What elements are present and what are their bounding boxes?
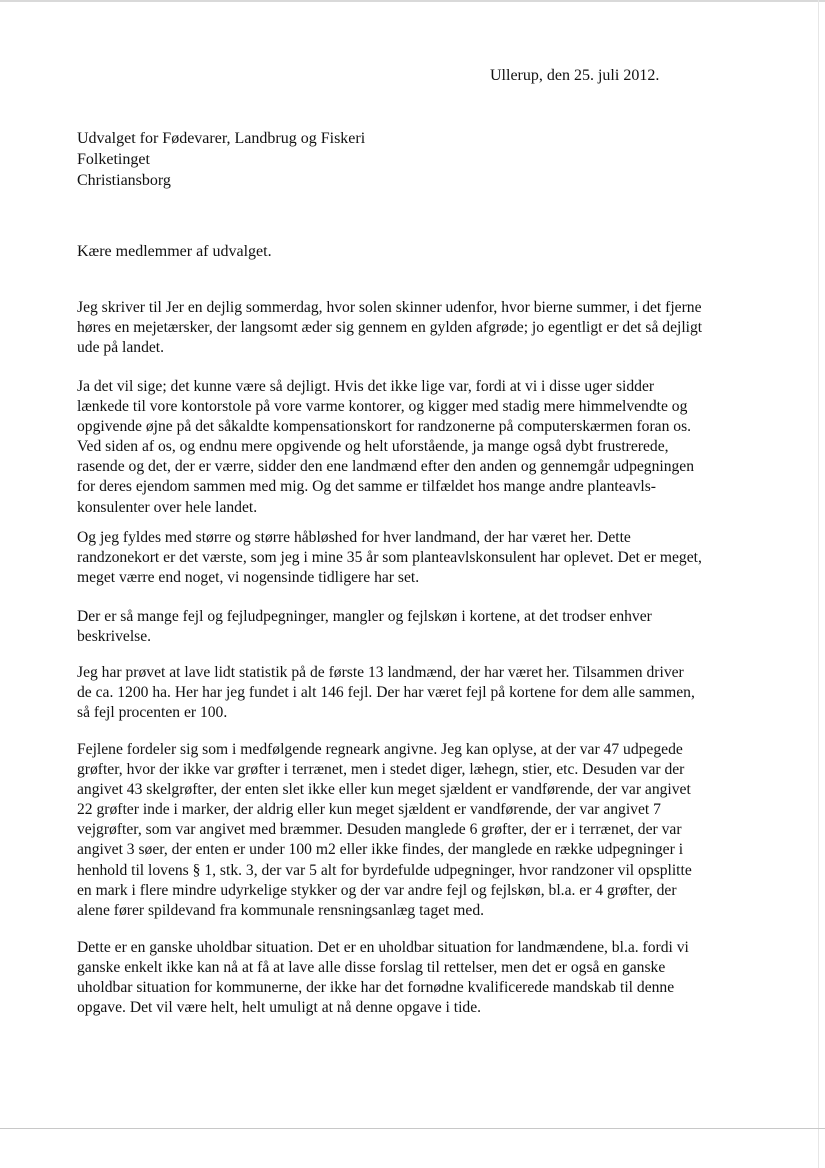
body-paragraph <box>77 938 689 1018</box>
recipient-address <box>77 128 365 191</box>
paragraph-line: beskrivelse. <box>77 628 152 646</box>
paragraph-line: de ca. 1200 ha. Her har jeg fundet i alt 146 fejl. Der har været fejl på kortene for dem alle sammen, <box>77 684 695 702</box>
paragraph-line: Dette er en ganske uholdbar situation. Det er en uholdbar situation for landmændene, bl.a. fordi vi <box>77 939 689 956</box>
letter-salutation: Kære medlemmer af udvalget. <box>77 243 272 260</box>
body-paragraph <box>77 528 702 588</box>
paragraph-line: Jeg skriver til Jer en dejlig sommerdag, hvor solen skinner udenfor, hvor bierne summer, i det fjerne <box>77 299 702 316</box>
paragraph-line: angivet 43 skelgrøfter, der enten slet ikke eller kun meget sjældent er vandførende, der var angivet <box>77 781 691 799</box>
paragraph-line: ude på landet. <box>77 339 165 357</box>
paragraph-line: Ved siden af os, og endnu mere opgivende og helt uforstående, ja mange også dybt frustrerede, <box>77 438 669 456</box>
paragraph-line: angivet 3 søer, der enten er under 100 m2 eller ikke findes, der manglede en række udpegninger i <box>77 841 684 859</box>
letter-dateline: Ullerup, den 25. juli 2012. <box>490 67 660 84</box>
scan-border-right <box>818 0 819 1168</box>
paragraph-line: rasende og det, der er værre, sidder den ene landmænd efter den anden og gennemgår udpegningen <box>77 458 695 476</box>
paragraph-line: høres en mejetærsker, der langsomt æder sig gennem en gylden afgrøde; jo egentligt er det så dejligt <box>77 319 703 337</box>
paragraph-line: lænkede til vore kontorstole på vore varme kontorer, og kigger med stadig mere himmelvendte og <box>77 398 688 416</box>
paragraph-line: alene fører spildevand fra kommunale rensningsanlæg taget med. <box>77 901 485 919</box>
paragraph-line: meget værre end noget, vi nogensinde tidligere har set. <box>77 569 420 587</box>
paragraph-line: opgave. Det vil være helt, helt umuligt at nå denne opgave i tide. <box>77 999 482 1017</box>
paragraph-line: Fejlene fordeler sig som i medfølgende regneark angivne. Jeg kan oplyse, at der var 47 udpegede <box>77 741 683 758</box>
paragraph-line: Og jeg fyldes med større og større håbløshed for hver landmand, der har været her. Dette <box>77 529 631 546</box>
paragraph-line: opgivende øjne på det såkaldte kompensationskort for randzonerne på computerskærmen foran os. <box>77 418 692 436</box>
scan-border-bottom <box>0 1128 825 1129</box>
address-line: Udvalget for Fødevarer, Landbrug og Fiskeri <box>77 130 366 147</box>
address-line: Folketinget <box>77 151 150 168</box>
paragraph-line: konsulenter over hele landet. <box>77 498 258 516</box>
paragraph-line: uholdbar situation for kommunerne, der ikke har det fornødne kvalificerede mandskab til denne <box>77 979 675 997</box>
paragraph-line: vejgrøfter, som var angivet med bræmmer. Desuden manglede 6 grøfter, der er i terrænet, der var <box>77 821 682 839</box>
scan-border-top <box>0 0 825 2</box>
body-paragraph <box>77 377 694 518</box>
body-paragraph <box>77 663 695 723</box>
address-line: Christiansborg <box>77 172 171 189</box>
paragraph-line: grøfter, hvor der ikke var grøfter i terrænet, men i stedet diger, læhegn, stier, etc. Desuden var der <box>77 761 685 779</box>
paragraph-line: Der er så mange fejl og fejludpegninger, mangler og fejlskøn i kortene, at det trodser enhver <box>77 608 652 625</box>
paragraph-line: for deres ejendom sammen med mig. Og det samme er tilfældet hos mange andre planteavls- <box>77 478 656 496</box>
paragraph-line: randzonekort er det værste, som jeg i mine 35 år som planteavlskonsulent har oplevet. Det er meget, <box>77 549 702 567</box>
body-paragraph <box>77 298 702 358</box>
body-paragraph <box>77 607 652 647</box>
paragraph-line: ganske enkelt ikke kan nå at få at lave alle disse forslag til rettelser, men det er også en ganske <box>77 959 666 977</box>
paragraph-line: henhold til lovens § 1, stk. 3, der var 5 alt for byrdefulde udpegninger, hvor randzoner vil opsplitte <box>77 861 692 879</box>
paragraph-line: 22 grøfter inde i marker, der aldrig eller kun meget sjældent er vandførende, der var angivet 7 <box>77 801 661 819</box>
paragraph-line: Jeg har prøvet at lave lidt statistik på de første 13 landmænd, der har været her. Tilsammen driver <box>77 664 684 681</box>
paragraph-line: en mark i flere mindre udyrkelige stykker og der var andre fejl og fejlskøn, bl.a. er 4 grøfter, der <box>77 881 677 899</box>
body-paragraph <box>77 740 692 921</box>
paragraph-line: så fejl procenten er 100. <box>77 704 228 722</box>
paragraph-line: Ja det vil sige; det kunne være så dejligt. Hvis det ikke lige var, fordi at vi i disse uger sidder <box>77 378 655 395</box>
